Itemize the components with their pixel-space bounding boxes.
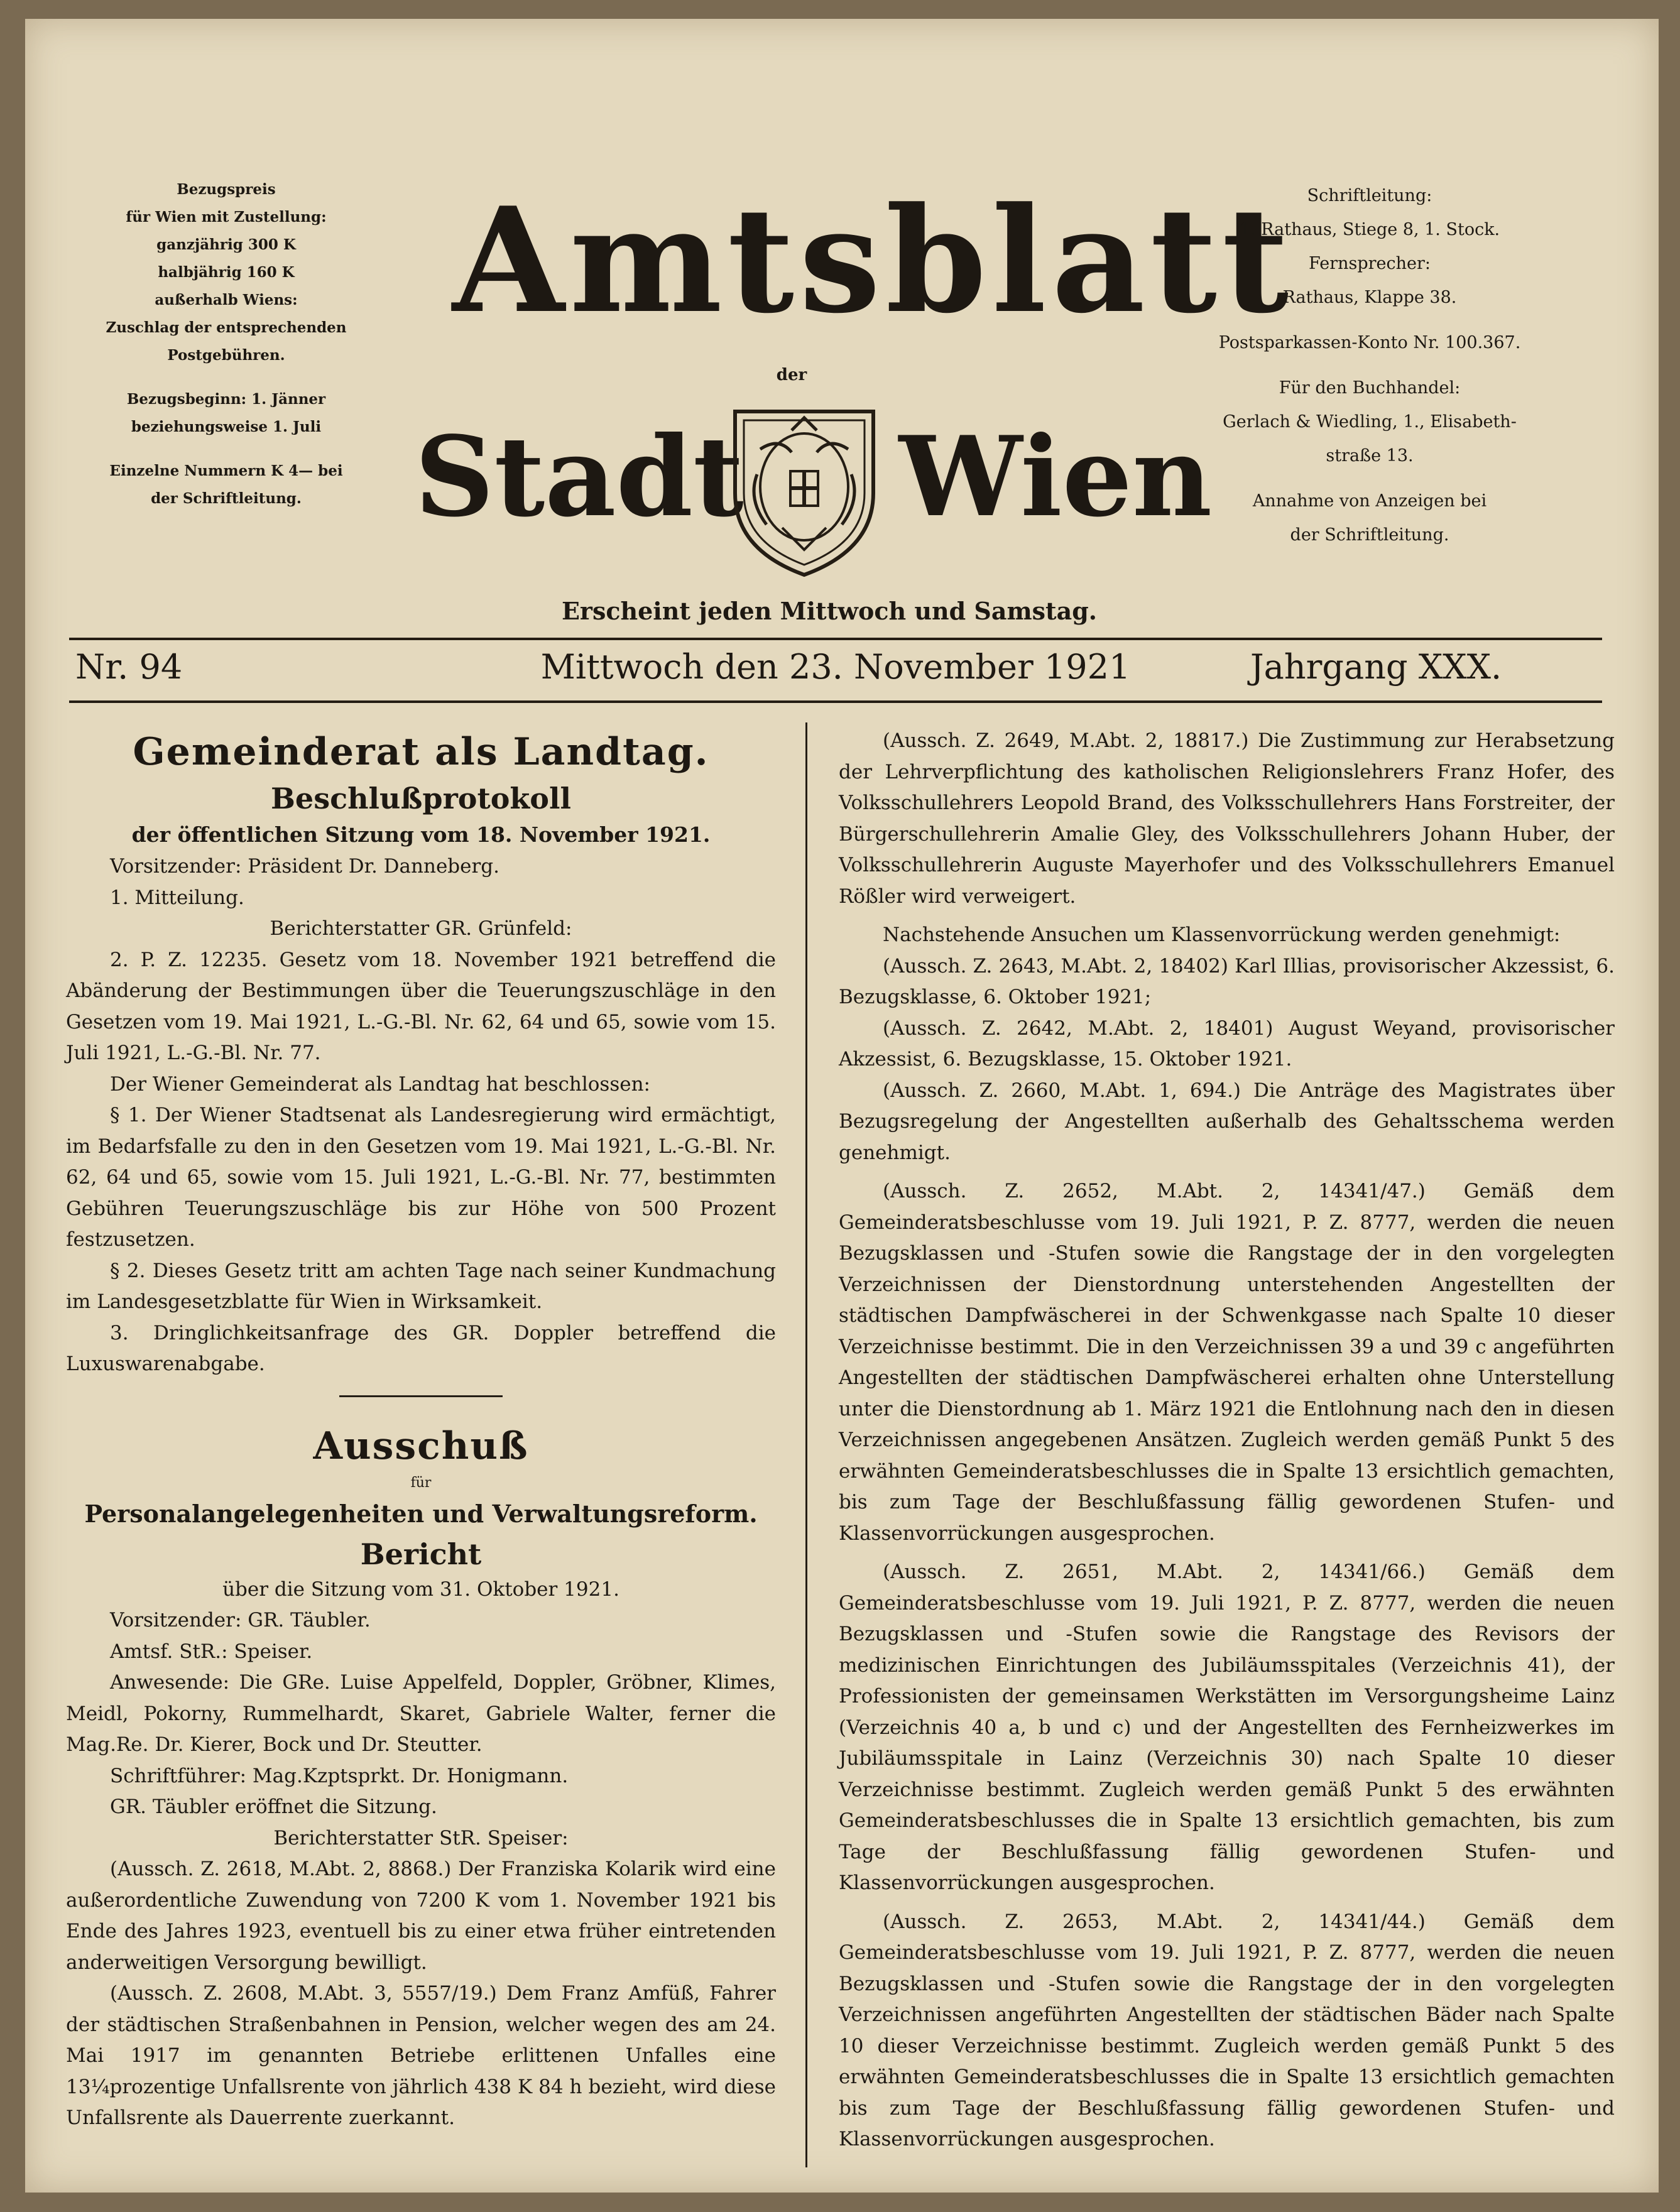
issue-number: Nr. 94 [75,647,183,687]
committee-heading: Ausschuß [313,1424,529,1468]
subscription-info [50,176,402,513]
subscription-line: Bezugsbeginn: 1. Jänner [126,391,326,408]
official-line: Amtsf. StR.: Speiser. [110,1640,313,1663]
vienna-coat-of-arms-icon [723,393,886,581]
masthead-der: der [776,366,807,384]
editorial-line: Fernsprecher: [1308,254,1431,273]
chair-line: Vorsitzender: GR. Täubler. [110,1609,371,1632]
masthead-stadt: Stadt [415,413,744,542]
chair-line: Vorsitzender: Präsident Dr. Danneberg. [110,855,499,878]
editorial-info [1169,179,1571,552]
paragraph: Der Wiener Gemeinderat als Landtag hat beschlossen: [110,1072,650,1096]
paragraph: (Aussch. Z. 2643, M.Abt. 2, 18402) Karl Illias, provisorischer Akzessist, 6. Bezugsklasse, 6. Oktober 1921; [839,954,1615,1008]
editorial-line: Für den Buchhandel: [1279,378,1461,398]
meeting-line: über die Sitzung vom 31. Oktober 1921. [222,1577,619,1601]
item-line: 1. Mitteilung. [110,886,244,909]
subscription-line: Einzelne Nummern K 4— bei [109,462,343,479]
top-rule [69,638,1602,640]
editorial-line: Annahme von Anzeigen bei [1252,491,1487,511]
subscription-line: Postgebühren. [167,347,285,364]
committee-name: Personalangelegenheiten und Verwaltungsreform. [84,1499,758,1528]
paragraph: 2. P. Z. 12235. Gesetz vom 18. November 1921 betreffend die Abänderung der Bestimmungen über die Teuerungszuschläge in den Gesetzen vom 19. Mai 1921, L.-G.-Bl. Nr. 62, 64 und 65, sowie vom 15. Juli 1921, L.-G.-Bl. Nr. 77. [66,948,776,1064]
section-divider [339,1395,503,1397]
session-heading: der öffentlichen Sitzung vom 18. November 1921. [131,822,711,847]
report-heading: Bericht [360,1537,482,1571]
paragraph: (Aussch. Z. 2608, M.Abt. 3, 5557/19.) Dem Franz Amfüß, Fahrer der städtischen Straßenbahnen in Pension, welcher wegen des am 24. Mai 1917 im genannten Betriebe erlittenen Unfalles eine 13¼prozentige Unfallsrente von jährlich 438 K 84 h bezieht, wird diese Unfallsrente als Dauerrente zuerkannt. [66,1982,776,2129]
masthead-title: Amtsblatt [452,176,1294,346]
publication-schedule: Erscheint jeden Mittwoch und Samstag. [561,597,1098,625]
subscription-line: der Schriftleitung. [151,490,302,507]
editorial-line: Schriftleitung: [1307,186,1432,205]
paragraph: § 2. Dieses Gesetz tritt am achten Tage nach seiner Kundmachung im Landesgesetzblatte für Wien in Wirksamkeit. [66,1259,776,1313]
subscription-line: beziehungsweise 1. Juli [131,418,322,435]
editorial-line: 1. Rathaus, Stiege 8, 1. Stock. [1239,220,1500,239]
paragraph: 3. Dringlichkeitsanfrage des GR. Doppler betreffend die Luxuswarenabgabe. [66,1321,776,1375]
subscription-line: Bezugspreis [177,181,276,198]
right-column [839,726,1615,2155]
editorial-line: Gerlach & Wiedling, 1., Elisabeth- [1223,412,1517,432]
editorial-line: Rathaus, Klappe 38. [1282,288,1457,307]
bottom-rule [69,700,1602,703]
rapporteur-line: Berichterstatter StR. Speiser: [273,1826,569,1850]
subscription-line: halbjährig 160 K [158,264,295,281]
secretary-line: Schriftführer: Mag.Kzptsprkt. Dr. Honigmann. [110,1764,569,1787]
rapporteur-line: Berichterstatter GR. Grünfeld: [270,917,572,940]
paragraph: Nachstehende Ansuchen um Klassenvorrückung werden genehmigt: [883,923,1561,946]
paragraph: § 1. Der Wiener Stadtsenat als Landesregierung wird ermächtigt, im Bedarfsfalle zu den in den Gesetzen vom 19. Mai 1921, L.-G.-Bl. Nr. 62, 64 und 65, sowie vom 15. Juli 1921, L.-G.-Bl. Nr. 77, bestimmten Gebühren Teuerungszuschläge bis zur Höhe von 500 Prozent festzusetzen. [66,1104,776,1251]
newspaper-page [25,19,1659,2193]
paragraph: (Aussch. Z. 2649, M.Abt. 2, 18817.) Die Zustimmung zur Herabsetzung der Lehrverpflichtung des katholischen Religionslehrers Franz Hofer, des Volksschullehrers Leopold Brand, des Volksschullehrers Hans Forstreiter, der Bürgerschullehrerin Amalie Gley, des Volksschullehrers Johann Huber, der Volksschullehrerin Auguste Mayerhofer und des Volksschullehrers Emanuel Rößler wird verweigert. [839,729,1615,908]
attendees: Anwesende: Die GRe. Luise Appelfeld, Doppler, Gröbner, Klimes, Meidl, Pokorny, Rummelhardt, Skaret, Gabriele Walter, ferner die Mag.Re. Dr. Kierer, Bock und Dr. Steutter. [66,1671,776,1756]
subscription-line: für Wien mit Zustellung: [126,209,327,226]
paragraph: (Aussch. Z. 2651, M.Abt. 2, 14341/66.) Gemäß dem Gemeinderatsbeschlusse vom 19. Juli 1921, P. Z. 8777, werden die neuen Bezugsklassen und -Stufen sowie die Rangstage des Revisors der medizinischen Einrichtungen des Jubiläumsspitales (Verzeichnis 41), der Professionisten der gemeinsamen Werkstätten im Versorgungsheime Lainz (Verzeichnis 40 a, b und c) und der Angestellten des Fernheizwerkes im Jubiläumsspitale in Lainz (Verzeichnis 30) nach Spalte 10 dieser Verzeichnisse bestimmt. Zugleich werden gemäß Punkt 5 des erwähnten Gemeinderatsbeschlusses die in Spalte 13 ersichtlich gemachten, bis zum Tage der Beschlußfassung fällig gewordenen Stufen- und Klassenvorrückungen ausgesprochen. [839,1561,1615,1894]
editorial-line: der Schriftleitung. [1290,525,1449,545]
opening-line: GR. Täubler eröffnet die Sitzung. [110,1795,437,1818]
column-separator [805,722,807,2167]
editorial-line: straße 13. [1326,446,1414,466]
volume-number: Jahrgang XXX. [1250,647,1502,687]
paragraph: (Aussch. Z. 2653, M.Abt. 2, 14341/44.) Gemäß dem Gemeinderatsbeschlusse vom 19. Juli 1921, P. Z. 8777, werden die neuen Bezugsklassen und -Stufen sowie die Rangstage der in den vorgelegten Verzeichnissen angeführten Angestellten der städtischen Bäder nach Spalte 10 dieser Verzeichnisse bestimmt. Zugleich werden gemäß Punkt 5 des erwähnten Gemeinderatsbeschlusses die in Spalte 13 ersichtlich gemachten bis zum Tage der Beschlußfassung fällig gewordenen Stufen- und Klassenvorrückungen ausgesprochen. [839,1910,1615,2150]
section-heading: Gemeinderat als Landtag. [133,730,709,774]
paragraph: (Aussch. Z. 2652, M.Abt. 2, 14341/47.) Gemäß dem Gemeinderatsbeschlusse vom 19. Juli 1921, P. Z. 8777, werden die neuen Bezugsklassen und -Stufen sowie die Rangstage der in den vorgelegten Verzeichnissen der Dienstordnung unterstehenden Angestellten der städtischen Dampfwäscherei in der Schwenkgasse nach Spalte 10 dieser Verzeichnisse bestimmt. Die in den Verzeichnissen 39 a und 39 c angeführten Angestellten der städtischen Dampfwäscherei erhalten ohne Unterstellung unter die Dienstordnung ab 1. März 1921 die Entlohnung nach den in diesen Verzeichnissen angegebenen Ansätzen. Zugleich werden gemäß Punkt 5 des erwähnten Gemeinderatsbeschlusses die in Spalte 13 ersichtlich gemachten, bis zum Tage der Beschlußfassung fällig gewordenen Stufen- und Klassenvorrückungen ausgesprochen. [839,1180,1615,1545]
subscription-line: Zuschlag der entsprechenden [106,319,347,336]
issue-date: Mittwoch den 23. November 1921 [540,647,1131,687]
subscription-line: außerhalb Wiens: [155,291,298,308]
subscription-line: ganzjährig 300 K [156,236,296,253]
paragraph: (Aussch. Z. 2660, M.Abt. 1, 694.) Die Anträge des Magistrates über Bezugsregelung der Angestellten außerhalb des Gehaltsschema werden genehmigt. [839,1079,1615,1164]
left-column [66,726,776,2134]
committee-fuer: für [410,1474,432,1491]
masthead-wien: Wien [898,413,1213,542]
paragraph: (Aussch. Z. 2642, M.Abt. 2, 18401) August Weyand, provisorischer Akzessist, 6. Bezugsklasse, 15. Oktober 1921. [839,1016,1615,1071]
paragraph: (Aussch. Z. 2618, M.Abt. 2, 8868.) Der Franziska Kolarik wird eine außerordentliche Zuwendung von 7200 K vom 1. November 1921 bis Ende des Jahres 1923, eventuell bis zu einer etwa früher eintretenden anderweitigen Versorgung bewilligt. [66,1858,776,1974]
editorial-line: Postsparkassen-Konto Nr. 100.367. [1218,333,1521,352]
protocol-heading: Beschlußprotokoll [271,782,571,815]
